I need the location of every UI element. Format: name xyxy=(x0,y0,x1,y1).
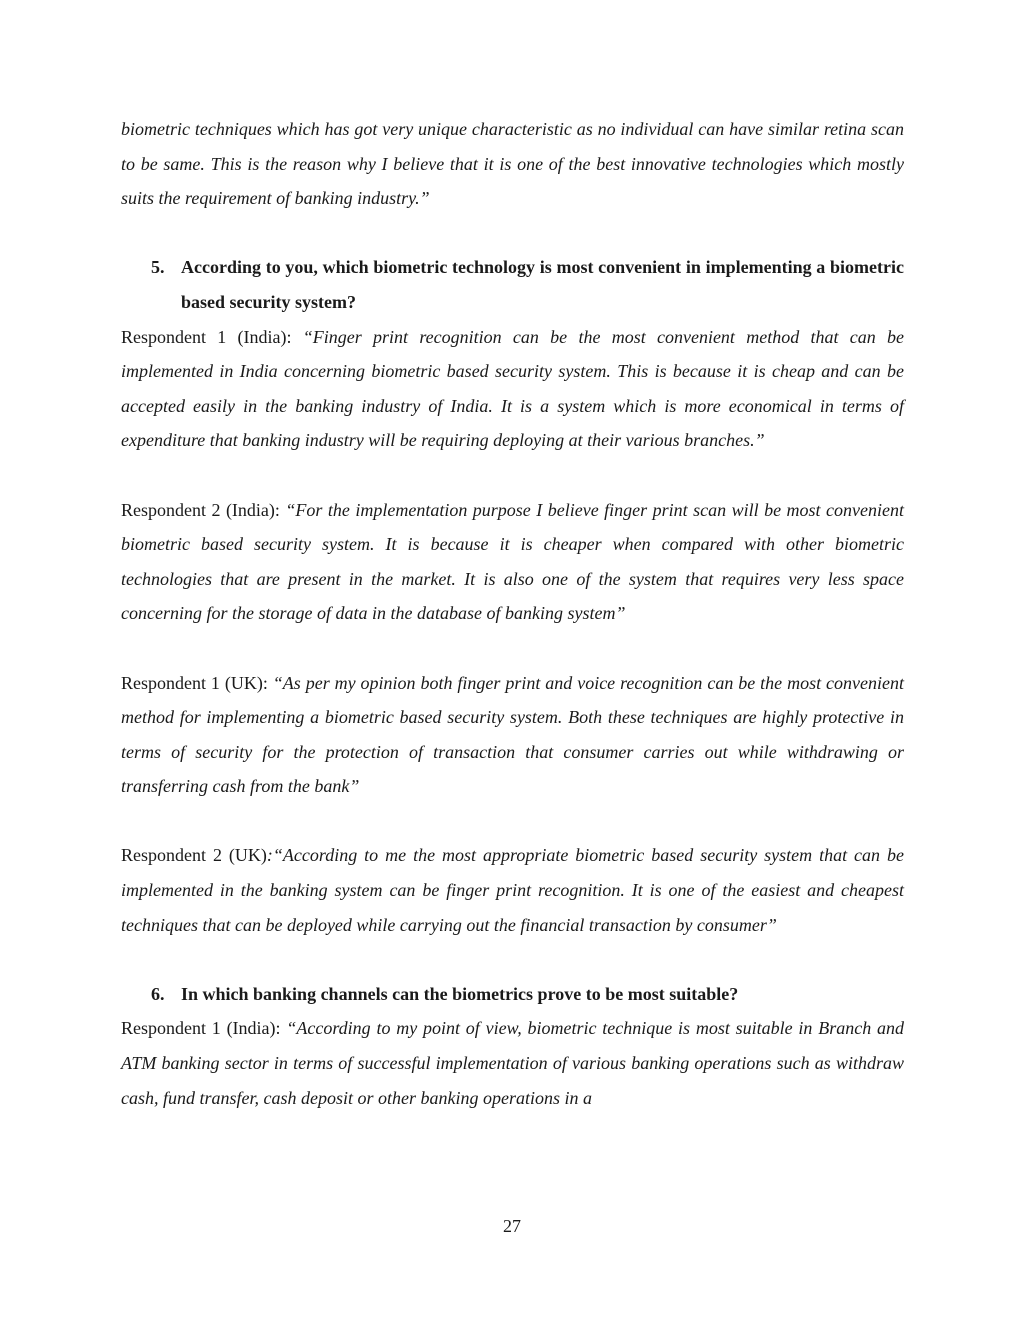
respondent-quote: “For the implementation purpose I believe finger print scan will be most convenient biometric based security system. It is because it is cheaper when compared with other biometric technologies that are present in the market. It is also one of the system that requires very less space concerning for the storage of data in the database of banking system” xyxy=(121,499,904,624)
respondent-label: Respondent 2 (India): xyxy=(121,499,286,520)
spacer xyxy=(121,804,904,839)
spacer xyxy=(121,458,904,493)
response-india-2 xyxy=(121,493,904,631)
question-6 xyxy=(121,977,904,1012)
page-number: 27 xyxy=(503,1216,521,1236)
intro-quote: biometric techniques which has got very unique characteristic as no individual can have similar retina scan to be same. This is the reason why I believe that it is one of the best innovative technologies which mostly suits the requirement of banking industry.” xyxy=(121,119,904,209)
document-body xyxy=(121,112,904,1115)
question-5-number: 5. xyxy=(151,257,165,278)
question-5-text: According to you, which biometric technology is most convenient in implementing a biometric based security system? xyxy=(181,257,904,312)
respondent-quote: “Finger print recognition can be the most convenient method that can be implemented in India concerning biometric based security system. This is because it is cheap and can be accepted easily in the banking industry of India. It is a system which is more economical in terms of expenditure that banking industry will be requiring deploying at their various branches.” xyxy=(121,326,904,451)
respondent-label: Respondent 1 (India): xyxy=(121,326,303,347)
response-uk-1 xyxy=(121,666,904,804)
question-6-number: 6. xyxy=(151,983,165,1004)
respondent-label: Respondent 1 (UK): xyxy=(121,672,273,693)
question-6-text: In which banking channels can the biometrics prove to be most suitable? xyxy=(181,983,739,1004)
question-5 xyxy=(121,250,904,319)
respondent-label: Respondent 2 (UK) xyxy=(121,845,267,866)
respondent-quote: “As per my opinion both finger print and voice recognition can be the most convenient method for implementing a biometric based security system. Both these techniques are highly protective in terms of security for the protection of transaction that consumer carries out while withdrawing or transferring cash from the bank” xyxy=(121,672,904,797)
respondent-quote: :“According to me the most appropriate biometric based security system that can be implemented in the banking system can be finger print recognition. It is one of the easiest and cheapest techniques that can be deployed while carrying out the financial transaction by consumer” xyxy=(121,845,904,935)
response-q6-india-1 xyxy=(121,1011,904,1115)
spacer xyxy=(121,631,904,666)
respondent-quote: “According to my point of view, biometric technique is most suitable in Branch and ATM banking sector in terms of successful implementation of various banking operations such as withdraw cash, fund transfer, cash deposit or other banking operations in a xyxy=(121,1018,904,1108)
spacer xyxy=(121,942,904,977)
spacer xyxy=(121,216,904,251)
response-india-1 xyxy=(121,320,904,458)
response-uk-2 xyxy=(121,838,904,942)
respondent-label: Respondent 1 (India): xyxy=(121,1018,287,1039)
